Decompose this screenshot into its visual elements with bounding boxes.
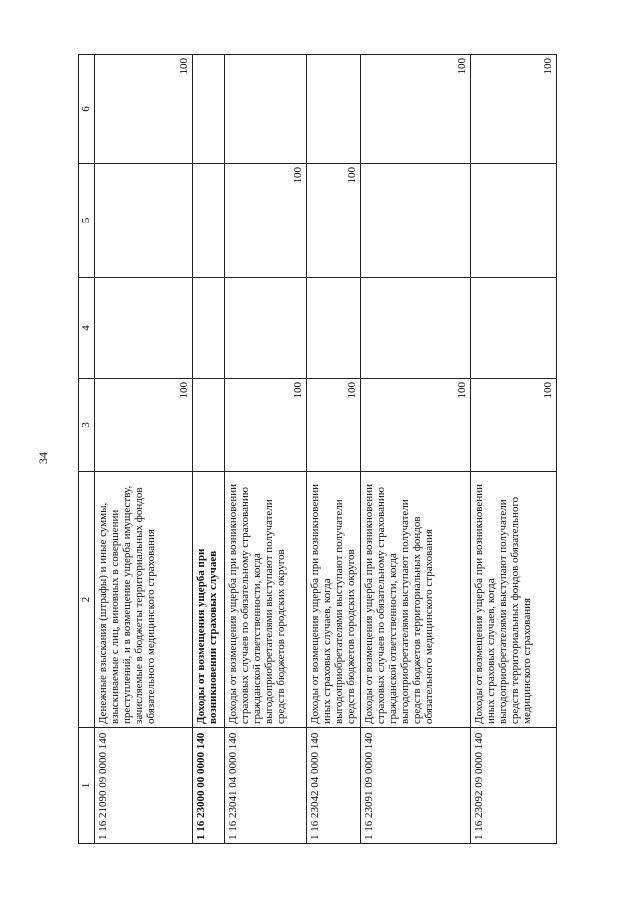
row-col3: 100 — [307, 379, 361, 472]
row-name: Денежные взыскания (штрафы) и иные суммы, взыскиваемые с лиц, виновных в совершении преступлений, и в возмещение ущерба имуществу, зачисляемые в бюджеты территориальных фондов обязательного медицинского страхования — [95, 472, 193, 728]
header-cell-2: 2 — [79, 472, 95, 728]
row-col6: 100 — [95, 55, 193, 164]
row-col5 — [193, 164, 225, 278]
header-cell-4: 4 — [79, 278, 95, 379]
row-name: Доходы от возмещения ущерба при возникновении иных страховых случаев, когда выгодоприобретателями выступают получатели средств бюджетов городских округов — [307, 472, 361, 728]
row-name: Доходы от возмещения ущерба при возникновении иных страховых случаев, когда выгодоприобретателями выступают получатели средств территориальных фондов обязательного медицинского страхования — [471, 472, 557, 728]
table-row — [471, 55, 557, 844]
row-col5 — [361, 164, 471, 278]
table-row — [225, 55, 307, 844]
row-col5 — [95, 164, 193, 278]
header-cell-6: 6 — [79, 55, 95, 164]
row-col6: 100 — [471, 55, 557, 164]
row-col3: 100 — [471, 379, 557, 472]
row-code: 1 16 23042 04 0000 140 — [307, 728, 361, 844]
row-col4 — [225, 278, 307, 379]
table-row — [193, 55, 225, 844]
row-name: Доходы от возмещения ущерба при возникновении страховых случаев по обязательному страхованию гражданской ответственности, когда выгодоприобретателями выступают получатели средств бюджетов городских округов — [225, 472, 307, 728]
row-col6 — [307, 55, 361, 164]
row-col6 — [193, 55, 225, 164]
row-col5: 100 — [307, 164, 361, 278]
header-cell-3: 3 — [79, 379, 95, 472]
row-code: 1 16 23092 09 0000 140 — [471, 728, 557, 844]
row-col3 — [193, 379, 225, 472]
table-row — [95, 55, 193, 844]
row-code: 1 16 21090 09 0000 140 — [95, 728, 193, 844]
row-col5 — [471, 164, 557, 278]
table-row — [307, 55, 361, 844]
row-col6 — [225, 55, 307, 164]
row-col4 — [471, 278, 557, 379]
header-cell-5: 5 — [79, 164, 95, 278]
row-col6: 100 — [361, 55, 471, 164]
row-col4 — [95, 278, 193, 379]
row-col4 — [307, 278, 361, 379]
header-cell-1: 1 — [79, 728, 95, 844]
page-number: 34 — [36, 452, 50, 464]
revenue-distribution-table — [78, 54, 557, 844]
row-name: Доходы от возмещения ущерба при возникновении страховых случаев по обязательному страхованию гражданской ответственности, когда выгодоприобретателями выступают получатели средств бюджетов территориальных фондов обязательного медицинского страхования — [361, 472, 471, 728]
revenue-table-container — [78, 55, 556, 844]
row-code: 1 16 23041 04 0000 140 — [225, 728, 307, 844]
row-code: 1 16 23091 09 0000 140 — [361, 728, 471, 844]
row-col3: 100 — [225, 379, 307, 472]
row-code: 1 16 23000 00 0000 140 — [193, 728, 225, 844]
table-header-row — [79, 55, 95, 844]
row-col3: 100 — [95, 379, 193, 472]
row-col3: 100 — [361, 379, 471, 472]
row-col4 — [193, 278, 225, 379]
row-col4 — [361, 278, 471, 379]
table-row — [361, 55, 471, 844]
row-name: Доходы от возмещения ущерба при возникновении страховых случаев — [193, 472, 225, 728]
row-col5: 100 — [225, 164, 307, 278]
